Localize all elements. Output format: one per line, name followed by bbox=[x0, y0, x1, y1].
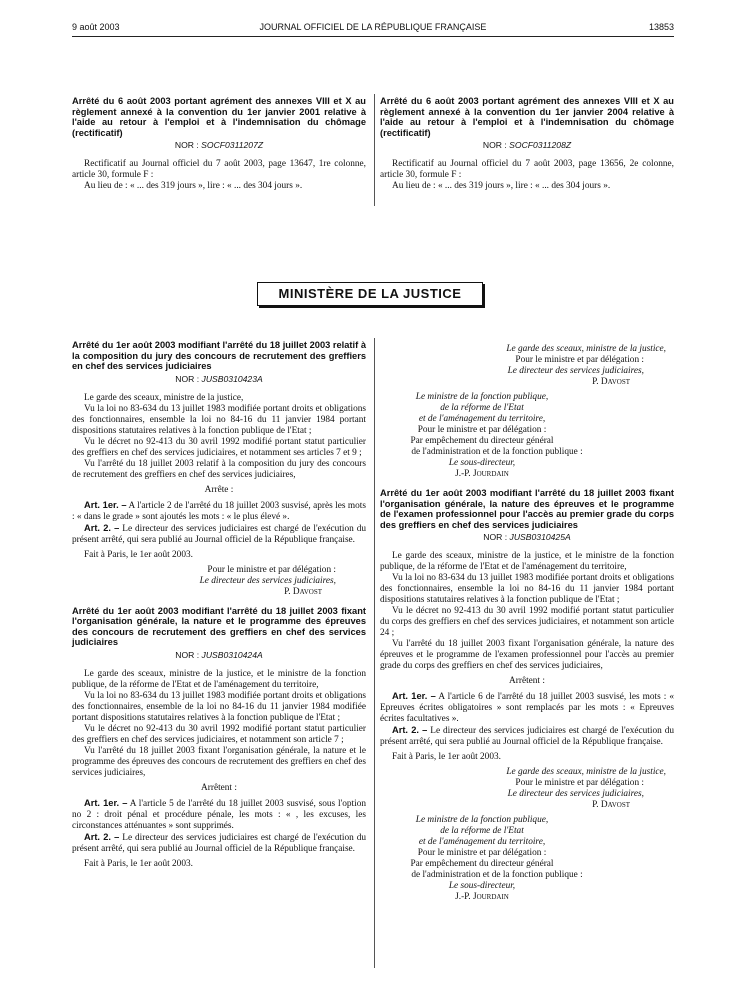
decree-title: Arrêté du 1er août 2003 modifiant l'arrêté du 18 juillet 2003 relatif à la composition du jury des concours de recrutement des greffiers en chef des services judiciaires bbox=[72, 340, 366, 371]
minister-title: de la réforme de l'Etat bbox=[440, 403, 524, 413]
page-header bbox=[72, 22, 674, 36]
minister-title: et de l'aménagement du territoire, bbox=[418, 837, 546, 847]
preamble-text: Vu l'arrêté du 18 juillet 2003 fixant l'organisation générale, la nature des épreuves et le programme de l'examen professionnel pour l'accès au premier grade du corps des greffiers en chef des services judiciaires, bbox=[380, 639, 674, 671]
signature-line: Par empêchement du directeur général bbox=[410, 436, 554, 446]
arrete-heading: Arrêtent : bbox=[509, 676, 545, 686]
decree-title: Arrêté du 1er août 2003 modifiant l'arrêté du 18 juillet 2003 fixant l'organisation générale, la nature des épreuves et le programme de l'examen professionnel pour l'accès au premier grade du corps des greffiers en chef des services judiciaires bbox=[380, 488, 674, 530]
arrete-heading: Arrêtent : bbox=[201, 782, 237, 793]
top-column-divider bbox=[374, 94, 375, 206]
signature-line: de l'administration et de la fonction publique : bbox=[411, 447, 583, 457]
top-left-notice bbox=[72, 96, 366, 192]
right-column bbox=[380, 344, 674, 903]
signature-line: Pour le ministre et par délégation : bbox=[207, 564, 336, 575]
correction-text: Au lieu de : « ... des 319 jours », lire : « ... des 304 jours ». bbox=[84, 181, 303, 191]
preamble-text: Le garde des sceaux, ministre de la justice, bbox=[84, 392, 244, 403]
nor-reference: NOR : SOCF0311208Z bbox=[482, 140, 572, 150]
signature-line: Pour le ministre et par délégation : bbox=[515, 355, 644, 365]
preamble-text: Vu la loi no 83-634 du 13 juillet 1983 modifiée portant droits et obligations des fonctionnaires, ensemble la loi no 84-16 du 11 janvier 1984 portant dispositions statutaires relatives à la fonction publique de l'Etat ; bbox=[380, 573, 674, 605]
minister-title: Le ministre de la fonction publique, bbox=[415, 392, 549, 402]
rectificatif-text: Rectificatif au Journal officiel du 7 août 2003, page 13647, 1re colonne, article 30, formule F : bbox=[72, 159, 366, 180]
signatory-name: P. Davost bbox=[592, 377, 630, 387]
minister-title: Le ministre de la fonction publique, bbox=[415, 815, 549, 825]
ministry-heading: MINISTÈRE DE LA JUSTICE bbox=[257, 282, 483, 306]
rectificatif-text: Rectificatif au Journal officiel du 7 août 2003, page 13656, 2e colonne, article 30, formule F : bbox=[380, 159, 674, 180]
signing-date: Fait à Paris, le 1er août 2003. bbox=[84, 549, 193, 560]
signature-line: Pour le ministre et par délégation : bbox=[515, 778, 644, 788]
preamble-text: Vu la loi no 83-634 du 13 juillet 1983 modifiée portant droits et obligations des fonctionnaires, ensemble la loi no 84-16 du 11 janvier 1984 portant dispositions statutaires relatives à la fonction publique de l'Etat ; bbox=[72, 403, 366, 436]
signatory-name: J.-P. Jourdain bbox=[455, 469, 509, 479]
top-right-notice bbox=[380, 96, 674, 192]
signature-title: Le directeur des services judiciaires, bbox=[507, 366, 644, 376]
signatory-name: P. Davost bbox=[284, 586, 322, 597]
preamble-text: Le garde des sceaux, ministre de la justice, et le ministre de la fonction publique, de la réforme de l'Etat et de l'aménagement du territoire, bbox=[72, 668, 366, 690]
article-1: Art. 1er. – A l'article 5 de l'arrêté du 18 juillet 2003 susvisé, sous l'option no 2 : droit pénal et procédure pénale, les mots : « , les excuses, les circonstances atténuantes » sont supprimés. bbox=[72, 797, 366, 831]
correction-text: Au lieu de : « ... des 319 jours », lire : « ... des 304 jours ». bbox=[392, 181, 611, 191]
preamble-text: Vu l'arrêté du 18 juillet 2003 fixant l'organisation générale, la nature et le programme des épreuves des concours de recrutement des greffiers en chef des services judiciaires, bbox=[72, 745, 366, 778]
signatory-name: J.-P. Jourdain bbox=[455, 892, 509, 902]
notice-title: Arrêté du 6 août 2003 portant agrément des annexes VIII et X au règlement annexé à la convention du 1er janvier 2001 relative à l'aide au retour à l'emploi et à l'indemnisation du chômage (rectificatif) bbox=[72, 96, 366, 138]
signature-title: Le directeur des services judiciaires, bbox=[507, 789, 644, 799]
article-2: Art. 2. – Le directeur des services judiciaires est chargé de l'exécution du présent arrêté, qui sera publié au Journal officiel de la République française. bbox=[380, 725, 674, 747]
signature-line: de l'administration et de la fonction publique : bbox=[411, 870, 583, 880]
signature-line: Pour le ministre et par délégation : bbox=[417, 848, 547, 858]
nor-reference: NOR : JUSB0310423A bbox=[175, 373, 263, 384]
decree-title: Arrêté du 1er août 2003 modifiant l'arrêté du 18 juillet 2003 fixant l'organisation générale, la nature et le programme des épreuves des concours de recrutement des greffiers en chef des services judiciaires bbox=[72, 605, 366, 647]
minister-title: et de l'aménagement du territoire, bbox=[418, 414, 546, 424]
preamble-text: Vu la loi no 83-634 du 13 juillet 1983 modifiée portant droits et obligations des fonctionnaires, ensemble de la loi no 84-16 du 11 janvier 1984 modifiée portant dispositions statutaires relatives à la fonction publique de l'Etat ; bbox=[72, 690, 366, 723]
signing-date: Fait à Paris, le 1er août 2003. bbox=[84, 858, 193, 869]
signature-line: Le garde des sceaux, ministre de la justice, bbox=[506, 344, 666, 354]
article-1: Art. 1er. – A l'article 6 de l'arrêté du 18 juillet 2003 susvisé, les mots : « Epreuves écrites obligatoires » sont remplacés par les mots : « Epreuves écrites facultatives ». bbox=[380, 691, 674, 724]
preamble-text: Vu l'arrêté du 18 juillet 2003 relatif à la composition du jury des concours de recrutement des greffiers en chef des services judiciaires, bbox=[72, 458, 366, 480]
signatory-name: P. Davost bbox=[592, 800, 630, 810]
signature-line: Le garde des sceaux, ministre de la justice, bbox=[506, 767, 666, 777]
signature-line: Par empêchement du directeur général bbox=[410, 859, 554, 869]
nor-reference: NOR : SOCF0311207Z bbox=[174, 140, 264, 150]
main-column-divider bbox=[374, 338, 375, 968]
notice-title: Arrêté du 6 août 2003 portant agrément des annexes VIII et X au règlement annexé à la convention du 1er janvier 2004 relative à l'aide au retour à l'emploi et à l'indemnisation du chômage (rectificatif) bbox=[380, 96, 674, 138]
signature-title: Le sous-directeur, bbox=[448, 458, 516, 468]
article-2: Art. 2. – Le directeur des services judiciaires est chargé de l'exécution du présent arrêté, qui sera publié au Journal officiel de la République française. bbox=[72, 522, 366, 545]
arrete-heading: Arrête : bbox=[204, 484, 234, 495]
header-page-number: 13853 bbox=[648, 22, 674, 32]
left-column bbox=[72, 340, 366, 870]
preamble-text: Vu le décret no 92-413 du 30 avril 1992 modifié portant statut particulier du corps des greffiers en chef des services judiciaires, et notamment son article 24 ; bbox=[380, 606, 674, 638]
preamble-text: Vu le décret no 92-413 du 30 avril 1992 modifié portant statut particulier des greffiers en chef des services judiciaires, et notamment son article 7 ; bbox=[72, 723, 366, 745]
header-date: 9 août 2003 bbox=[72, 22, 120, 32]
preamble-text: Le garde des sceaux, ministre de la justice, et le ministre de la fonction publique, de la réforme de l'Etat et de l'aménagement du territoire, bbox=[380, 551, 674, 572]
signing-date: Fait à Paris, le 1er août 2003. bbox=[392, 752, 501, 762]
signature-line: Pour le ministre et par délégation : bbox=[417, 425, 547, 435]
nor-reference: NOR : JUSB0310425A bbox=[483, 532, 571, 542]
header-rule bbox=[72, 36, 674, 37]
article-2: Art. 2. – Le directeur des services judiciaires est chargé de l'exécution du présent arrêté, qui sera publié au Journal officiel de la République française. bbox=[72, 831, 366, 854]
nor-reference: NOR : JUSB0310424A bbox=[175, 649, 263, 660]
preamble-text: Vu le décret no 92-413 du 30 avril 1992 modifié portant statut particulier des greffiers en chef des services judiciaires, et notamment ses articles 7 et 9 ; bbox=[72, 436, 366, 458]
signature-title: Le sous-directeur, bbox=[448, 881, 516, 891]
article-1: Art. 1er. – A l'article 2 de l'arrêté du 18 juillet 2003 susvisé, après les mots : « dans le grade » sont ajoutés les mots : « le plus élevé ». bbox=[72, 499, 367, 522]
minister-title: de la réforme de l'Etat bbox=[440, 826, 524, 836]
header-journal-title: JOURNAL OFFICIEL DE LA RÉPUBLIQUE FRANÇAISE bbox=[259, 22, 487, 32]
signature-title: Le directeur des services judiciaires, bbox=[199, 575, 336, 586]
